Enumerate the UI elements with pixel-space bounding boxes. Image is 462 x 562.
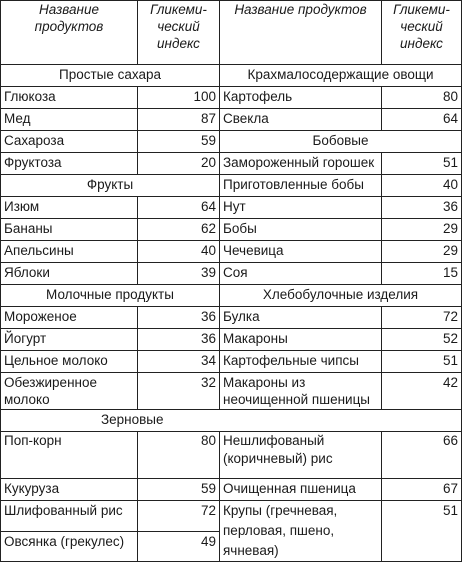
header-gi-left: Гликеми-ческий индекс xyxy=(138,1,220,65)
product-gi: 40 xyxy=(138,241,220,263)
product-gi: 51 xyxy=(382,501,462,562)
product-name: Шлифованный рис xyxy=(1,501,138,532)
product-name: Картофель xyxy=(220,87,382,109)
product-gi: 67 xyxy=(382,479,462,501)
product-gi: 39 xyxy=(138,263,220,285)
product-name: Йогурт xyxy=(1,329,138,351)
product-name: Картофельные чипсы xyxy=(220,351,382,373)
product-name: Мед xyxy=(1,109,138,131)
product-name: Глюкоза xyxy=(1,87,138,109)
product-gi: 72 xyxy=(138,501,220,532)
product-gi: 62 xyxy=(138,219,220,241)
product-gi: 36 xyxy=(138,329,220,351)
section-fruits: Фрукты xyxy=(1,175,220,197)
product-gi: 66 xyxy=(382,432,462,479)
product-gi: 29 xyxy=(382,241,462,263)
product-name: Мороженое xyxy=(1,307,138,329)
product-name: Изюм xyxy=(1,197,138,219)
product-gi: 87 xyxy=(138,109,220,131)
section-legumes: Бобовые xyxy=(220,131,462,153)
product-gi: 20 xyxy=(138,153,220,175)
product-gi: 29 xyxy=(382,219,462,241)
product-gi: 36 xyxy=(138,307,220,329)
product-gi: 80 xyxy=(138,432,220,479)
product-gi: 59 xyxy=(138,131,220,153)
product-gi: 100 xyxy=(138,87,220,109)
header-name-right: Название продуктов xyxy=(220,1,382,65)
product-gi: 32 xyxy=(138,373,220,410)
product-gi: 51 xyxy=(382,153,462,175)
product-name: Яблоки xyxy=(1,263,138,285)
product-name: Свекла xyxy=(220,109,382,131)
section-bakery: Хлебобулочные изделия xyxy=(220,285,462,307)
product-name: Очищенная пшеница xyxy=(220,479,382,501)
product-name: Овсянка (грекулес) xyxy=(1,531,138,562)
product-name: Макароны xyxy=(220,329,382,351)
product-name: Поп-корн xyxy=(1,432,138,479)
product-name: Обезжиренное молоко xyxy=(1,373,138,410)
product-gi: 40 xyxy=(382,175,462,197)
header-gi-right: Гликеми-ческий индекс xyxy=(382,1,462,65)
product-gi: 64 xyxy=(382,109,462,131)
product-name: Цельное молоко xyxy=(1,351,138,373)
section-grains: Зерновые xyxy=(1,410,462,432)
section-simple-sugars: Простые сахара xyxy=(1,65,220,87)
product-name: Макароны из неочищенной пшеницы xyxy=(220,373,382,410)
product-name: Замороженный горошек xyxy=(220,153,382,175)
product-gi: 15 xyxy=(382,263,462,285)
product-name: Приготовленные бобы xyxy=(220,175,382,197)
product-gi: 36 xyxy=(382,197,462,219)
product-name: Бобы xyxy=(220,219,382,241)
product-gi: 51 xyxy=(382,351,462,373)
product-name: Булка xyxy=(220,307,382,329)
header-name-left: Название продуктов xyxy=(1,1,138,65)
product-name: Нут xyxy=(220,197,382,219)
product-name: Апельсины xyxy=(1,241,138,263)
product-name: Фруктоза xyxy=(1,153,138,175)
product-gi: 72 xyxy=(382,307,462,329)
product-gi: 80 xyxy=(382,87,462,109)
product-name: Бананы xyxy=(1,219,138,241)
product-gi: 42 xyxy=(382,373,462,410)
product-gi: 52 xyxy=(382,329,462,351)
product-name: Кукуруза xyxy=(1,479,138,501)
section-dairy: Молочные продукты xyxy=(1,285,220,307)
product-gi: 59 xyxy=(138,479,220,501)
product-name: Чечевица xyxy=(220,241,382,263)
product-name: Соя xyxy=(220,263,382,285)
product-gi: 49 xyxy=(138,531,220,562)
product-gi: 64 xyxy=(138,197,220,219)
product-name: Крупы (гречневая, перловая, пшено, ячневая) xyxy=(220,501,382,562)
product-name: Нешлифованый (коричневый) рис xyxy=(220,432,382,479)
product-name: Сахароза xyxy=(1,131,138,153)
section-starchy-vegetables: Крахмалосодержащие овощи xyxy=(220,65,462,87)
product-gi: 34 xyxy=(138,351,220,373)
